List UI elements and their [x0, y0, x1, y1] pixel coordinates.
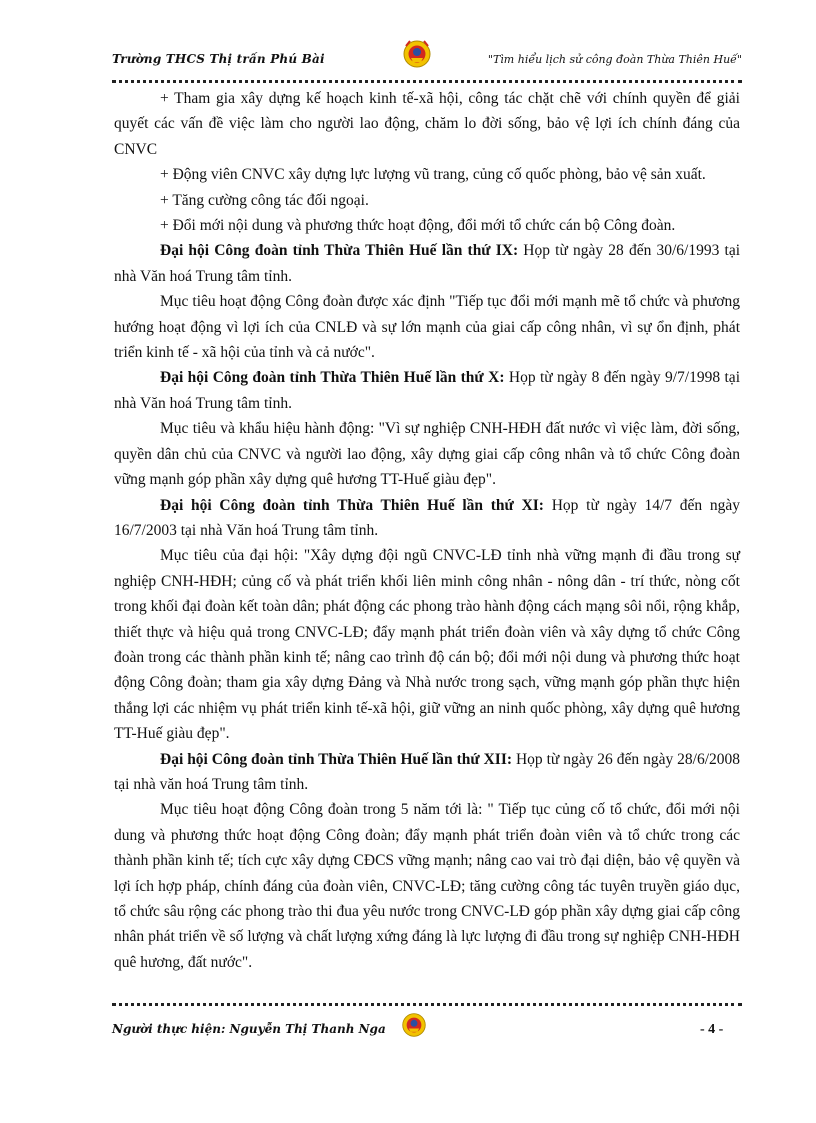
paragraph: Mục tiêu hoạt động Công đoàn trong 5 năm tới là: " Tiếp tục củng cố tổ chức, đổi mới nội dung và phương thức hoạt động Công đoàn; đẩy mạnh phát triển đoàn viên và tổ chức trong các thành phần kinh tế; tích cực xây dựng CĐCS vững mạnh; nâng cao vai trò đại diện, bảo vệ quyền và lợi ích hợp pháp, chính đáng của đoàn viên, CNVC-LĐ; tăng cường công tác tuyên truyền giáo dục, tổ chức sâu rộng các phong trào thi đua yêu nước trong CNVC-LĐ góp phần xây dựng giai cấp công nhân phát triển về số lượng và chất lượng xứng đáng là lực lượng đi đầu trong sự nghiệp CNH-HĐH quê hương, đất nước".	[114, 801, 740, 971]
paragraph: + Tăng cường công tác đối ngoại.	[160, 191, 369, 209]
union-emblem-icon	[402, 38, 432, 70]
congress-paragraph	[114, 238, 740, 289]
footer-author: Người thực hiện: Nguyễn Thị Thanh Nga	[112, 1022, 386, 1036]
union-emblem-icon	[401, 1011, 427, 1039]
footer-dotted-divider	[112, 1003, 742, 1006]
paragraph: + Đổi mới nội dung và phương thức hoạt động, đổi mới tổ chức cán bộ Công đoàn.	[160, 217, 676, 235]
paragraph: Mục tiêu và khẩu hiệu hành động: "Vì sự nghiệp CNH-HĐH đất nước vì việc làm, đời sống, quyền dân chủ của CNVC và người lao động, xây dựng giai cấp công nhân và tổ chức Công đoàn vững mạnh góp phần xây dựng quê hương TT-Huế giàu đẹp".	[114, 420, 740, 489]
paragraph: Mục tiêu hoạt động Công đoàn được xác định "Tiếp tục đổi mới mạnh mẽ tổ chức và phương hướng hoạt động vì lợi ích của CNLĐ và sự lớn mạnh của giai cấp công nhân, vì sự ổn định, phát triển kinh tế - xã hội của tỉnh và cả nước".	[114, 293, 740, 362]
header-dotted-divider	[112, 80, 742, 83]
congress-details: Họp từ ngày 28 đến 30/6/1993 tại nhà Văn hoá Trung tâm tỉnh.	[114, 242, 741, 285]
congress-paragraph	[114, 493, 740, 544]
document-body	[114, 86, 740, 975]
congress-heading: Đại hội Công đoàn tỉnh Thừa Thiên Huế lần thứ XII:	[160, 750, 513, 768]
page-header	[112, 38, 742, 78]
header-school-name: Trường THCS Thị trấn Phú Bài	[112, 52, 325, 66]
congress-paragraph	[114, 365, 740, 416]
congress-details: Họp từ ngày 26 đến ngày 28/6/2008 tại nhà văn hoá Trung tâm tỉnh.	[114, 750, 740, 793]
page-number: - 4 -	[700, 1022, 724, 1037]
congress-heading: Đại hội Công đoàn tỉnh Thừa Thiên Huế lần thứ XI:	[160, 496, 544, 514]
congress-heading: Đại hội Công đoàn tỉnh Thừa Thiên Huế lần thứ X:	[160, 369, 505, 387]
congress-paragraph	[114, 747, 740, 798]
paragraph: + Động viên CNVC xây dựng lực lượng vũ trang, củng cố quốc phòng, bảo vệ sản xuất.	[160, 166, 706, 184]
header-document-title: "Tìm hiểu lịch sử công đoàn Thừa Thiên Huế"	[487, 53, 742, 66]
paragraph: + Tham gia xây dựng kế hoạch kinh tế-xã hội, công tác chặt chẽ với chính quyền để giải quyết các vấn đề việc làm cho người lao động, chăm lo đời sống, bảo vệ lợi ích chính đáng của CNVC	[114, 90, 740, 158]
congress-heading: Đại hội Công đoàn tỉnh Thừa Thiên Huế lần thứ IX:	[160, 242, 519, 260]
paragraph: Mục tiêu của đại hội: "Xây dựng đội ngũ CNVC-LĐ tỉnh nhà vững mạnh đi đầu trong sự nghiệp CNH-HĐH; củng cố và phát triển khối liên minh công nhân - nông dân - trí thức, nòng cốt trong khối đại đoàn kết toàn dân; phát động các phong trào hành động cách mạng sôi nổi, rộng khắp, thiết thực và hiệu quả trong CNVC-LĐ; đẩy mạnh phát triển đoàn viên và xây dựng tổ chức Công đoàn trong các thành phần kinh tế; nâng cao trình độ cán bộ; đổi mới nội dung và phương thức hoạt động Công đoàn; tham gia xây dựng Đảng và Nhà nước trong sạch, vững mạnh góp phần thực hiện thắng lợi các nhiệm vụ phát triển kinh tế-xã hội, giữ vững an ninh quốc phòng, xây dựng quê hương TT-Huế giàu đẹp".	[114, 547, 740, 743]
congress-details: Họp từ ngày 8 đến ngày 9/7/1998 tại nhà Văn hoá Trung tâm tỉnh.	[114, 369, 740, 412]
congress-details: Họp từ ngày 14/7 đến ngày 16/7/2003 tại nhà Văn hoá Trung tâm tỉnh.	[114, 496, 740, 539]
